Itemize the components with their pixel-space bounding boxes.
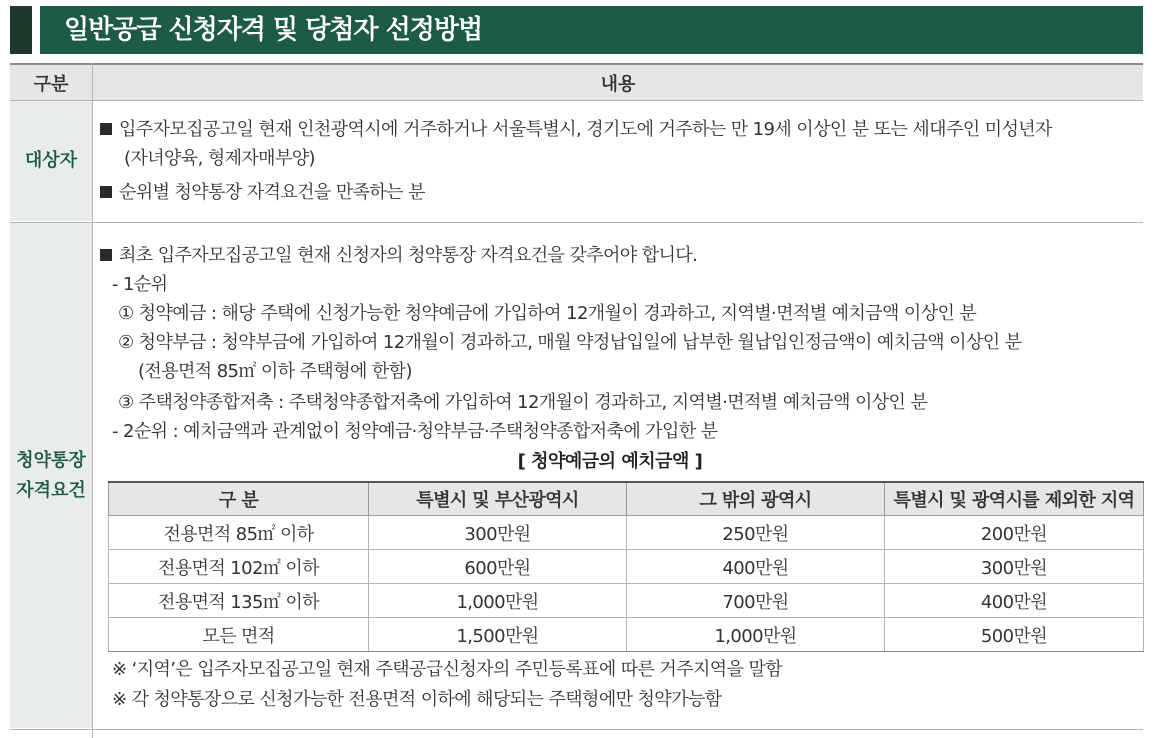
table-cell: 1,000만원 (627, 618, 885, 652)
row-label-text: 대상자 (24, 150, 78, 171)
square-bullet-icon (100, 123, 112, 135)
note-line: ※ ‘지역’은 입주자모집공고일 현재 주택공급신청자의 주민등록표에 따른 거주지역을 말함 (112, 659, 783, 680)
deposit-header-cell: 특별시 및 부산광역시 (369, 482, 627, 516)
deposit-header-cell: 그 밖의 광역시 (627, 482, 885, 516)
table-row (109, 550, 1144, 584)
bullet-line (100, 242, 697, 270)
bullet-text: 순위별 청약통장 자격요건을 만족하는 분 (119, 182, 425, 203)
text-line: - 1순위 (112, 274, 168, 295)
row-divider (10, 222, 1143, 223)
text-line: (전용면적 85㎡ 이하 주택형에 한함) (138, 361, 412, 382)
text-line: ③ 주택청약종합저축 : 주택청약종합저축에 가입하여 12개월이 경과하고, 지역별·면적별 예치금액 이상인 분 (118, 392, 928, 413)
table-row (109, 516, 1144, 550)
table-cell: 200만원 (885, 516, 1144, 550)
note-line: ※ 각 청약통장으로 신청가능한 전용면적 이하에 해당되는 주택형에만 청약가능함 (112, 689, 722, 710)
square-bullet-icon (100, 249, 112, 261)
row-label-text-line: 자격요건 (16, 479, 86, 501)
table-cell: 모든 면적 (109, 618, 369, 652)
table-cell: 500만원 (885, 618, 1144, 652)
text-line: - 2순위 : 예치금액과 관계없이 청약예금·청약부금·주택청약종합저축에 가입한 분 (112, 421, 718, 442)
deposit-table (108, 481, 1144, 652)
bullet-text: 입주자모집공고일 현재 인천광역시에 거주하거나 서울특별시, 경기도에 거주하는 만 19세 이상인 분 또는 세대주인 미성년자 (119, 119, 1052, 140)
text-line: ② 청약부금 : 청약부금에 가입하여 12개월이 경과하고, 매월 약정납입일에 납부한 월납입인정금액이 예치금액 이상인 분 (118, 332, 1022, 353)
table-cell: 1,500만원 (369, 618, 627, 652)
deposit-header-cell: 구 분 (109, 482, 369, 516)
row-label-text-line: 청약통장 (16, 449, 86, 471)
bullet-text: 최초 입주자모집공고일 현재 신청자의 청약통장 자격요건을 갖추어야 합니다. (119, 245, 698, 266)
column-divider (92, 63, 93, 738)
table-cell: 700만원 (627, 584, 885, 618)
square-bullet-icon (100, 186, 112, 198)
table-cell: 400만원 (885, 584, 1144, 618)
column-header-content: 내용 (93, 65, 1143, 100)
text-line: (자녀양육, 형제자매부양) (124, 148, 315, 169)
table-row (109, 584, 1144, 618)
row-divider (10, 729, 1143, 730)
page-title: 일반공급 신청자격 및 당첨자 선정방법 (64, 15, 483, 45)
header-divider (10, 100, 1143, 101)
bullet-line (100, 116, 1052, 144)
deposit-header-cell: 특별시 및 광역시를 제외한 지역 (885, 482, 1144, 516)
table-cell: 전용면적 85㎡ 이하 (109, 516, 369, 550)
deposit-table-header-row (109, 482, 1144, 516)
table-cell: 전용면적 135㎡ 이하 (109, 584, 369, 618)
row-label-target (10, 101, 92, 221)
table-cell: 600만원 (369, 550, 627, 584)
table-cell: 300만원 (369, 516, 627, 550)
table-cell: 전용면적 102㎡ 이하 (109, 550, 369, 584)
header-accent-bar (10, 6, 32, 54)
column-header-category: 구분 (10, 65, 92, 100)
bullet-line (100, 179, 425, 207)
row-label-requirements (10, 223, 92, 728)
deposit-table-caption: [ 청약예금의 예치금액 ] (517, 451, 703, 472)
table-cell: 300만원 (885, 550, 1144, 584)
table-cell: 400만원 (627, 550, 885, 584)
table-cell: 1,000만원 (369, 584, 627, 618)
table-cell: 250만원 (627, 516, 885, 550)
text-line: ① 청약예금 : 해당 주택에 신청가능한 청약예금에 가입하여 12개월이 경과하고, 지역별·면적별 예치금액 이상인 분 (118, 303, 977, 324)
section-header (0, 0, 1164, 56)
table-row (109, 618, 1144, 652)
